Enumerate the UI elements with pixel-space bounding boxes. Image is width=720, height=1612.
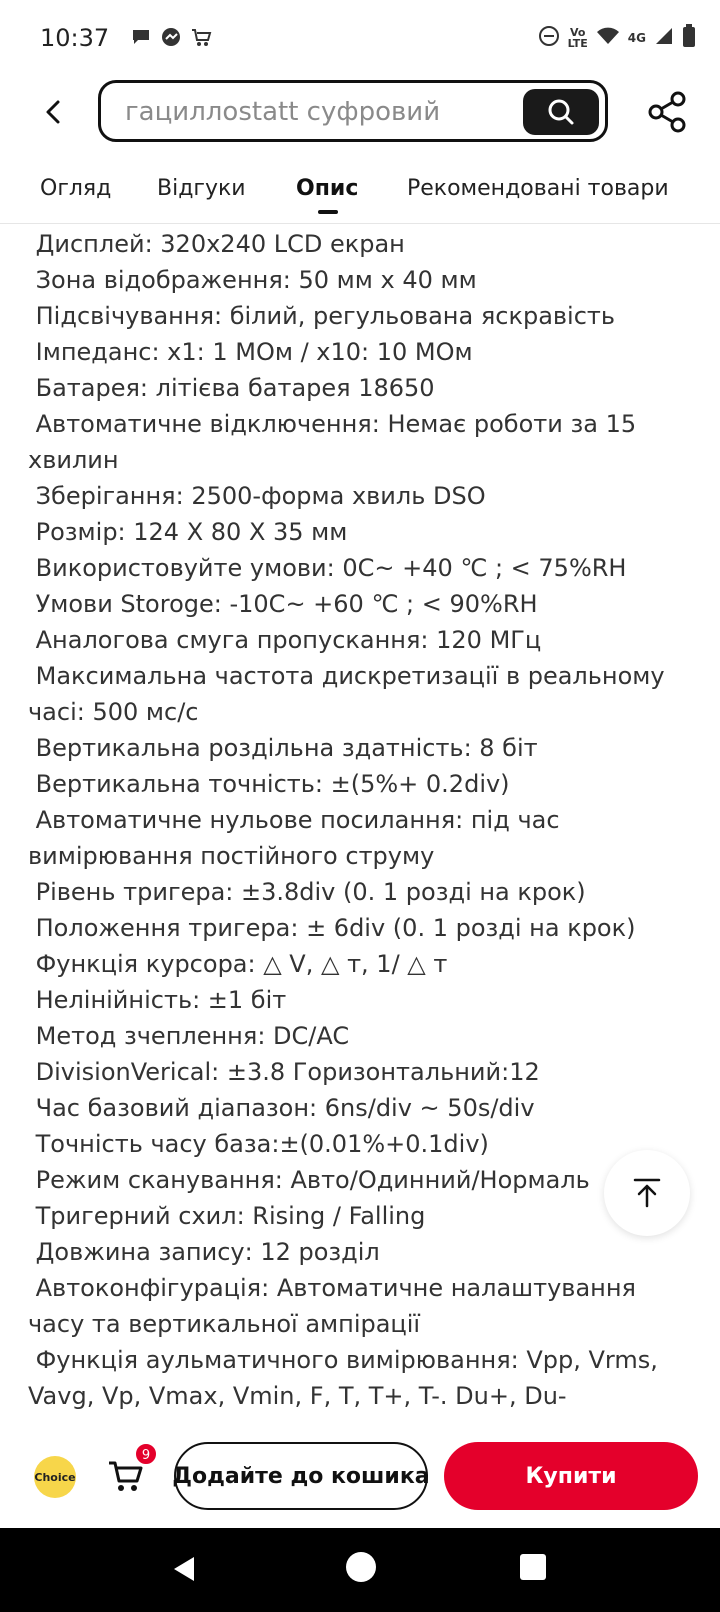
arrow-up-icon [630, 1176, 664, 1210]
product-tabs [0, 158, 720, 224]
signal-icon [654, 26, 674, 50]
cart-count-badge: 9 [134, 1442, 158, 1466]
share-icon [646, 90, 690, 134]
buy-now-button[interactable]: Купити [444, 1442, 698, 1510]
description-line: хвилин [28, 446, 119, 474]
description-line: Функція аульматичного вимірювання: Vpp, Vrms, [28, 1346, 658, 1374]
nav-back-icon [170, 1554, 200, 1584]
description-line: Точність часу база:±(0.01%+0.1div) [28, 1130, 489, 1158]
description-line: DivisionVerical: ±3.8 Горизонтальний:12 [28, 1058, 540, 1086]
search-header [0, 78, 720, 158]
choice-badge[interactable]: Choice [34, 1456, 76, 1498]
description-line: Максимальна частота дискретизації в реальному [28, 662, 665, 690]
description-line: Зона відображення: 50 мм х 40 мм [28, 266, 477, 294]
battery-icon [682, 24, 696, 52]
status-bar [0, 0, 720, 78]
description-line: Імпеданс: x1: 1 МОм / x10: 10 МОм [28, 338, 473, 366]
description-line: Аналогова смуга пропускання: 120 МГц [28, 626, 542, 654]
description-line: часу та вертикальної ампірації [28, 1310, 421, 1338]
search-button[interactable] [523, 89, 599, 135]
volte-indicator [568, 27, 588, 49]
description-line: Тригерний схил: Rising / Falling [28, 1202, 426, 1230]
add-to-cart-button[interactable]: Додайте до кошика [174, 1442, 428, 1510]
active-tab-indicator [318, 210, 338, 214]
description-line: Зберігання: 2500-форма хвиль DSO [28, 482, 486, 510]
tab-overview[interactable]: Огляд [40, 176, 112, 201]
nav-home-button[interactable] [346, 1552, 376, 1582]
tab-recommended[interactable]: Рекомендовані товари [407, 176, 669, 201]
description-line: Підсвічування: білий, регульована яскравість [28, 302, 616, 330]
search-icon [546, 97, 576, 127]
description-line: Батарея: літієва батарея 18650 [28, 374, 435, 402]
status-notification-icons [130, 26, 212, 54]
wifi-icon [596, 26, 620, 50]
description-line: Використовуйте умови: 0C~ +40 ℃ ; < 75%RH [28, 554, 627, 582]
description-line: Дисплей: 320x240 LCD екран [28, 230, 405, 258]
do-not-disturb-icon [538, 25, 560, 52]
description-line: Розмір: 124 X 80 X 35 мм [28, 518, 348, 546]
description-line: Функція курсора: △ V, △ т, 1/ △ т [28, 950, 448, 978]
description-line: Автоконфігурація: Автоматичне налаштування [28, 1274, 636, 1302]
description-line: Час базовий діапазон: 6ns/div ~ 50s/div [28, 1094, 535, 1122]
description-line: Вертикальна роздільна здатність: 8 біт [28, 734, 538, 762]
chat-icon [130, 26, 152, 54]
description-text [28, 226, 688, 1414]
description-line: Режим сканування: Авто/Одинний/Нормаль [28, 1166, 590, 1194]
description-line: Vavg, Vp, Vmax, Vmin, F, T, T+, T-. Du+, Du- [28, 1382, 567, 1410]
description-line: Нелінійність: ±1 біт [28, 986, 287, 1014]
network-type-label: 4G [627, 31, 646, 45]
status-time: 10:37 [40, 24, 110, 52]
description-line: Вертикальна точність: ±(5%+ 0.2div) [28, 770, 510, 798]
description-line: Довжина запису: 12 розділ [28, 1238, 380, 1266]
status-system-icons [538, 24, 696, 52]
scroll-to-top-button[interactable] [604, 1150, 690, 1236]
nav-back-button[interactable] [170, 1554, 200, 1588]
messenger-icon [160, 26, 182, 54]
back-arrow-icon [34, 92, 74, 132]
nav-recents-button[interactable] [520, 1554, 546, 1580]
description-line: Автоматичне відключення: Немає роботи за 15 [28, 410, 637, 438]
bottom-action-bar [0, 1424, 720, 1528]
tab-description[interactable]: Опис [296, 176, 359, 201]
cart-notification-icon [190, 26, 212, 54]
share-button[interactable] [646, 90, 690, 134]
system-navigation-bar [0, 1528, 720, 1612]
back-button[interactable] [34, 92, 74, 132]
tab-reviews[interactable]: Відгуки [157, 176, 246, 201]
volte-label-top: Vo [569, 26, 586, 39]
search-input[interactable] [125, 97, 505, 127]
volte-label-bottom: LTE [567, 37, 588, 50]
description-line: Умови Storoge: -10C~ +60 ℃ ; < 90%RH [28, 590, 538, 618]
description-line: Положення тригера: ± 6div (0. 1 розді на крок) [28, 914, 636, 942]
description-line: Рівень тригера: ±3.8div (0. 1 розді на крок) [28, 878, 586, 906]
description-line: часі: 500 мс/с [28, 698, 199, 726]
search-box[interactable] [98, 80, 608, 142]
description-line: Автоматичне нульове посилання: під час [28, 806, 560, 834]
description-line: Метод зчеплення: DC/AC [28, 1022, 350, 1050]
description-line: вимірювання постійного струму [28, 842, 435, 870]
